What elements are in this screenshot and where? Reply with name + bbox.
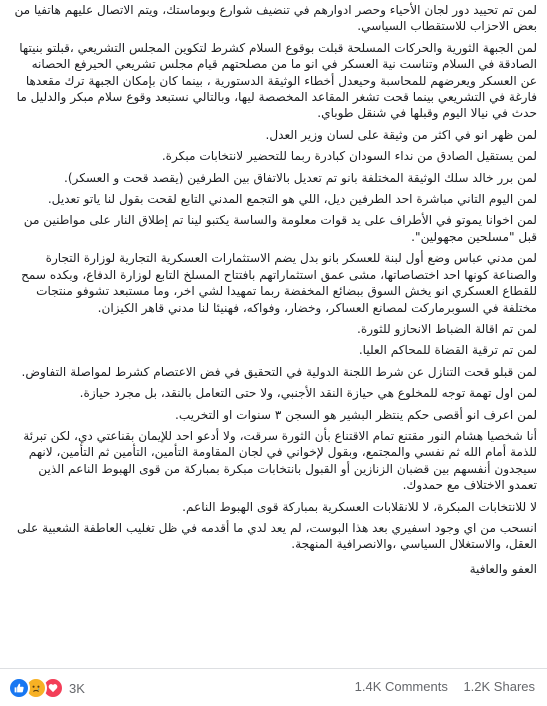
engagement-counts: [355, 679, 535, 694]
like-icon[interactable]: [8, 677, 30, 699]
post-paragraph: لمن اعرف انو أقصى حكم ينتظر البشير هو السجن ٣ سنوات او التخريب.: [175, 407, 537, 422]
post-paragraph: لمن اليوم التاني مباشرة احد الطرفين ديل، اللي هو التجمع المدني التابع لقحت بقول لنا ياتو تعديل.: [47, 192, 537, 207]
post-paragraph: لمن اول تهمة توجه للمخلوع هي حيازة النقد الأجنبي، ولا حتى التعامل بالنقد، بل مجرد حيازة.: [79, 386, 537, 401]
post-paragraph: أنا شخصيا هشام النور مقتنع تمام الاقتناع بأن الثورة سرقت، ولا أدعو احد للإيمان بقناعتي دي، لكن تبرئة للذمة أمام الله ثم نفسي والمجتمع، وبقول لإخواني في لجان المقاومة التأمين، التأمين ثم التأمين، لانهم سيجدون أنفسهم بين قضبان الزنازين أو القبول بانتخابات مبكرة بمباركة من قوى الهبوط الناعم الذين تعمدو الاختلاف مع حمدوك.: [23, 428, 537, 493]
post-paragraph: لمن تم ترقية القضاة للمحاكم العليا.: [358, 343, 537, 358]
post-paragraph: لمن تم اقالة الضباط الانحازو للثورة.: [357, 321, 537, 336]
post-paragraph: لمن الجبهة الثورية والحركات المسلحة قبلت بوقوع السلام كشرط لتكوين المجلس التشريعي ،قبلتو بنيتها الصادقة في السلام وتناست نية العسكر في انو ما من مصلحتهم قيام مجلس تشريعي الحيرفع الحصانه عن العسكر ويعرضهم للمحاسبة وحيعدل أخطاء الوثيقة الدستورية ، بينما كان بإمكان الجبهة ترك مقعدها فارغة في التشريعي بينما قحت تشغر المقاعد المخصصة ليها، وبالتالي نستبعد وقوع سلام مبكر والدليل ما حدث في نيالا اليوم وقبلها في شنقل طوباي.: [16, 40, 537, 121]
reactions-summary[interactable]: [8, 677, 85, 699]
post-paragraph: لمن يستقيل الصادق من نداء السودان كبادرة ربما للتحضير لانتخابات مبكرة.: [161, 149, 537, 164]
post-paragraph: لمن مدني عباس وضع أول لبنة للعسكر بانو بدل يضم الاستثمارات العسكرية التجارية لوزارة التجارة والصناعة كونها احد اختصاصاتها، مشى عمق استثماراتهم بافتتاح المسلخ التابع لوزارة الدفاع، وبكده سمح للقطاع العسكري انو يخش السوق ببضائع المخفضة ربما تمهيدا لشي اخر، وما مستبعد تشوفو منتجات مختلفة في السوبرماركت لمصانع العساكر، وخضار، وفواكه، فهنيئا لنا مدني قاهر الكيزان.: [21, 251, 537, 315]
post-paragraph: لمن قبلو قحت التنازل عن شرط اللجنة الدولية في التحقيق في فض الاعتصام كشرط لمواصلة التفاوض.: [21, 364, 537, 379]
comments-count[interactable]: 1.4K Comments: [354, 679, 448, 694]
reaction-count[interactable]: 3K: [69, 680, 85, 696]
post-paragraph: لمن اخوانا يموتو في الأطراف على يد قوات معلومة والساسة يكتبو لينا تم إطلاق النار على مواطنين من قبل "مسلحين مجهولين".: [23, 213, 537, 244]
shares-count[interactable]: 1.2K Shares: [463, 679, 535, 694]
post-paragraph: لمن ظهر انو في اكثر من وثيقة على لسان وزير العدل.: [265, 127, 537, 142]
post-paragraph: لا للانتخابات المبكرة، لا للانقلابات العسكرية بمباركة قوى الهبوط الناعم.: [182, 499, 537, 514]
post-footer: [0, 668, 547, 705]
post-paragraph: لمن تم تحييد دور لجان الأحياء وحصر ادوارهم في تنضيف شوارع وبوماستك، ويتم الاتصال عليهم هاتفيا من بعض الاحزاب للاستقطاب السياسي.: [14, 3, 537, 34]
post-paragraph: انسحب من اي وجود اسفيري بعد هذا البوست، لم يعد لدي ما أقدمه في ظل تغليب العاطفة الشعبية على العقل، والاستغلال السياسي ،والانصرافية المنهجة.: [16, 520, 537, 552]
post-closing: العفو والعافية: [469, 561, 537, 576]
post-paragraph: لمن برر خالد سلك الوثيقة المختلفة بانو تم تعديل بالاتفاق بين الطرفين (يقصد قحت و العسكر).: [63, 170, 537, 185]
post-body: [12, 2, 537, 582]
